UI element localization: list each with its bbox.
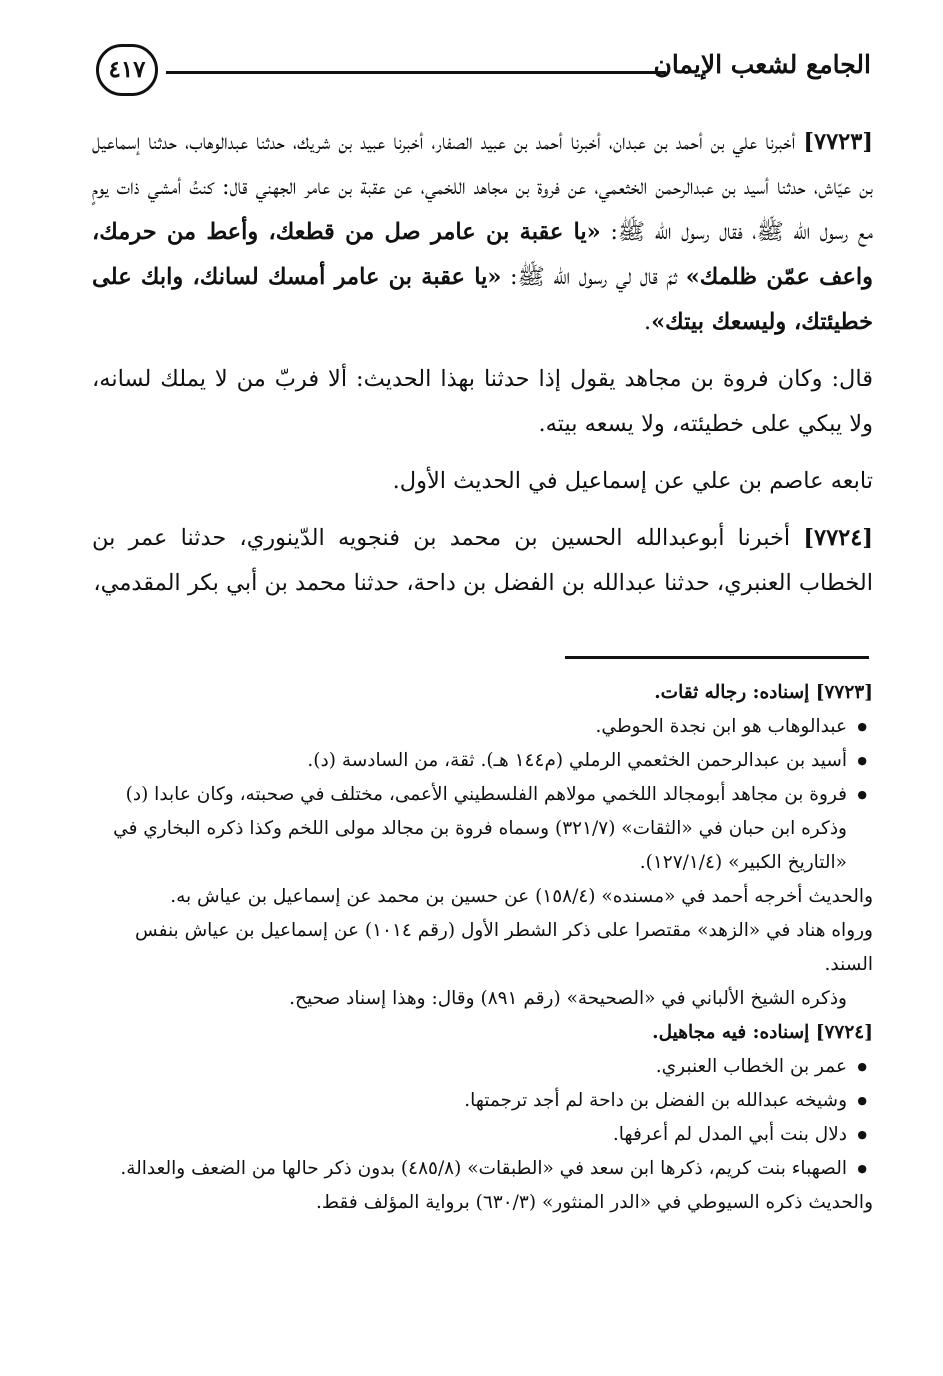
hadith-7723-quote-2: «يا عقبة بن عامر أمسك لسانك، وابك على خطيئتك، وليسعك بيتك»	[92, 264, 873, 335]
list-item: ● الصهباء بنت كريم، ذكرها ابن سعد في «الطبقات» (٤٨٥/٨) بدون ذكر حالها من الضعف والعدالة.	[92, 1152, 873, 1186]
note-7724-bullets	[92, 1050, 873, 1186]
list-item: ● وشيخه عبدالله بن الفضل بن داحة لم أجد ترجمتها.	[92, 1084, 873, 1118]
note-7724-heading: [٧٧٢٤] إسناده: فيه مجاهيل.	[652, 1022, 873, 1043]
note-7723-heading: [٧٧٢٣] إسناده: رجاله ثقات.	[654, 682, 873, 703]
list-item: ● أسيد بن عبدالرحمن الخثعمي الرملي (م١٤٤ هـ). ثقة، من السادسة (د).	[92, 744, 873, 778]
main-text	[92, 120, 873, 618]
note-7723-takhrij-3: وذكره الشيخ الألباني في «الصحيحة» (رقم ٨٩١) وقال: وهذا إسناد صحيح.	[289, 988, 847, 1009]
page-header	[96, 44, 871, 100]
hadith-7723	[92, 120, 873, 345]
hadith-7723-quote-1: «يا عقبة بن عامر صل من قطعك، وأعط من حرمك، واعف عمّن ظلمك»	[92, 219, 874, 290]
hadith-7724-number: [٧٧٢٤]	[803, 525, 874, 551]
list-item: ● فروة بن مجاهد أبومجالد اللخمي مولاهم الفلسطيني الأعمى، مختلف في صحبته، وكان عابدا (د) وذكره ابن حبان في «الثقات» (٣٢١/٧) وسماه فروة بن مجالد مولى اللخم وكذا ذكره البخاري في «التاريخ الكبير» (١٢٧/١/٤).	[92, 778, 873, 880]
list-item: ● عمر بن الخطاب العنبري.	[92, 1050, 873, 1084]
note-7723-takhrij-1: والحديث أخرجه أحمد في «مسنده» (١٥٨/٤) عن حسين بن محمد عن إسماعيل بن عياش به.	[170, 886, 873, 907]
header-rule	[166, 71, 666, 74]
hadith-7723-end: .	[643, 309, 652, 335]
note-7724-takhrij: والحديث ذكره السيوطي في «الدر المنثور» (٦٣٠/٣) برواية المؤلف فقط.	[316, 1192, 873, 1213]
footnote-separator	[565, 656, 869, 659]
commentary-paragraph: قال: وكان فروة بن مجاهد يقول إذا حدثنا بهذا الحديث: ألا فربّ من لا يملك لسانه، ولا يبكي على خطيئته، ولا يسعه بيته.	[92, 366, 873, 437]
hadith-7724-isnad: أخبرنا أبوعبدالله الحسين بن محمد بن فنجويه الدّينوري، حدثنا عمر بن الخطاب العنبري، حدثنا عبدالله بن الفضل بن داحة، حدثنا محمد بن أبي بكر المقدمي،	[92, 525, 873, 596]
list-item: ● دلال بنت أبي المدل لم أعرفها.	[92, 1118, 873, 1152]
list-item: ● عبدالوهاب هو ابن نجدة الحوطي.	[92, 710, 873, 744]
hadith-7723-mid: ثمّ قال لي رسول الله ﷺ:	[510, 264, 678, 290]
footnotes	[92, 676, 873, 1220]
note-7723-takhrij-2: ورواه هناد في «الزهد» مقتصرا على ذكر الشطر الأول (رقم ١٠١٤) عن إسماعيل بن عياش بنفس السند.	[135, 920, 873, 975]
hadith-7723-isnad: أخبرنا علي بن أحمد بن عبدان، أخبرنا أحمد بن عبيد الصفار، أخبرنا عبيد بن شريك، حدثنا عبدالوهاب، حدثنا إسماعيل بن عيّاش، حدثنا أسيد بن عبدالرحمن الخثعمي، عن فروة بن مجاهد اللخمي، عن عقبة بن عامر الجهني قال: كنتُ أمشي ذات يومٍ مع رسول الله ﷺ، فقال رسول الله ﷺ:	[92, 129, 873, 245]
page-number: ٤١٧	[96, 44, 158, 96]
hadith-7724	[92, 516, 873, 606]
running-title: الجامع لشعب الإيمان	[653, 50, 871, 79]
hadith-7723-number: [٧٧٢٣]	[803, 129, 874, 155]
note-7723-bullets	[92, 710, 873, 880]
follow-up-paragraph: تابعه عاصم بن علي عن إسماعيل في الحديث الأول.	[392, 468, 873, 494]
